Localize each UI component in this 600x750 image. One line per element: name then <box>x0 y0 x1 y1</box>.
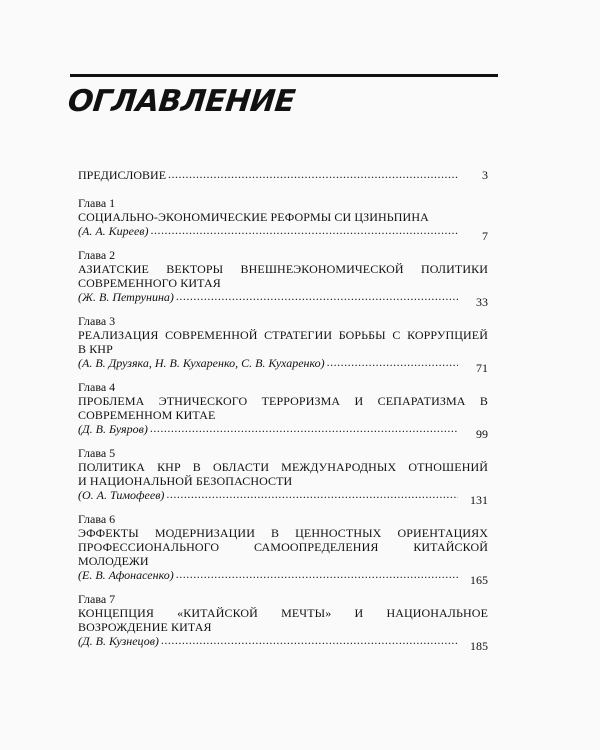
chapter-label: Глава 2 <box>78 248 116 262</box>
page-number: 165 <box>470 573 488 587</box>
table-of-contents <box>78 168 488 658</box>
chapter-title <box>78 210 488 224</box>
toc-entry-chapter-2[interactable] <box>78 248 488 309</box>
page-number: 99 <box>476 427 488 441</box>
chapter-title <box>78 460 488 488</box>
chapter-author: (Д. В. Кузнецов) <box>78 634 159 648</box>
chapter-title-line: ПОЛИТИКА КНР В ОБЛАСТИ МЕЖДУНАРОДНЫХ ОТНОШЕНИЙ <box>78 460 488 474</box>
chapter-title-line: АЗИАТСКИЕ ВЕКТОРЫ ВНЕШНЕЭКОНОМИЧЕСКОЙ ПОЛИТИКИ <box>78 262 488 276</box>
author-row <box>78 488 488 507</box>
author-row <box>78 290 488 309</box>
chapter-title-line: СОЦИАЛЬНО-ЭКОНОМИЧЕСКИЕ РЕФОРМЫ СИ ЦЗИНЬПИНА <box>78 210 429 224</box>
page-number: 3 <box>482 168 488 182</box>
chapter-label: Глава 1 <box>78 196 116 210</box>
author-row <box>78 422 488 441</box>
chapter-author: (Е. В. Афонасенко) <box>78 568 174 582</box>
chapter-author: (О. А. Тимофеев) <box>78 488 165 502</box>
page-number: 7 <box>482 229 488 243</box>
dot-leader <box>150 223 458 237</box>
dot-leader <box>176 289 458 303</box>
toc-entry-chapter-6[interactable] <box>78 512 488 587</box>
author-row <box>78 356 488 375</box>
toc-entry-chapter-3[interactable] <box>78 314 488 375</box>
chapter-title-line: И НАЦИОНАЛЬНОЙ БЕЗОПАСНОСТИ <box>78 474 293 488</box>
dot-leader <box>176 567 458 581</box>
chapter-title <box>78 394 488 422</box>
chapter-author: (Д. В. Буяров) <box>78 422 148 436</box>
chapter-label: Глава 6 <box>78 512 116 526</box>
toc-entry-chapter-4[interactable] <box>78 380 488 441</box>
chapter-title-line: КОНЦЕПЦИЯ «КИТАЙСКОЙ МЕЧТЫ» И НАЦИОНАЛЬНОЕ <box>78 606 488 620</box>
chapter-label: Глава 7 <box>78 592 116 606</box>
top-rule <box>70 74 498 77</box>
page-number: 185 <box>470 639 488 653</box>
toc-entry-chapter-5[interactable] <box>78 446 488 507</box>
page-number: 71 <box>476 361 488 375</box>
chapter-title <box>78 606 488 634</box>
author-row <box>78 224 488 243</box>
chapter-author: (Ж. В. Петрунина) <box>78 290 174 304</box>
dot-leader <box>161 633 458 647</box>
chapter-label: Глава 4 <box>78 380 116 394</box>
chapter-title-line: РЕАЛИЗАЦИЯ СОВРЕМЕННОЙ СТРАТЕГИИ БОРЬБЫ С КОРРУПЦИЕЙ <box>78 328 488 342</box>
author-row <box>78 568 488 587</box>
page-title: ОГЛАВЛЕНИЕ <box>66 84 297 119</box>
toc-entry-preface[interactable] <box>78 168 488 182</box>
chapter-title-line: ПРОФЕССИОНАЛЬНОГО САМООПРЕДЕЛЕНИЯ КИТАЙСКОЙ <box>78 540 488 554</box>
dot-leader <box>168 167 458 181</box>
toc-entry-chapter-7[interactable] <box>78 592 488 653</box>
chapter-title <box>78 262 488 290</box>
toc-entry-chapter-1[interactable] <box>78 196 488 243</box>
chapter-title-line: СОВРЕМЕННОГО КИТАЯ <box>78 276 221 290</box>
chapter-list <box>78 196 488 653</box>
author-row <box>78 634 488 653</box>
chapter-title-line: СОВРЕМЕННОМ КИТАЕ <box>78 408 216 422</box>
chapter-author: (А. А. Киреев) <box>78 224 149 238</box>
page-number: 131 <box>470 493 488 507</box>
chapter-title <box>78 526 488 568</box>
chapter-title <box>78 328 488 356</box>
chapter-title-line: ВОЗРОЖДЕНИЕ КИТАЯ <box>78 620 212 634</box>
dot-leader <box>166 487 458 501</box>
chapter-author: (А. В. Друзяка, Н. В. Кухаренко, С. В. Кухаренко) <box>78 356 325 370</box>
dot-leader <box>150 421 458 435</box>
chapter-title-line: ПРОБЛЕМА ЭТНИЧЕСКОГО ТЕРРОРИЗМА И СЕПАРАТИЗМА В <box>78 394 488 408</box>
preface-label: ПРЕДИСЛОВИЕ <box>78 168 167 182</box>
chapter-label: Глава 5 <box>78 446 116 460</box>
dot-leader <box>327 355 458 369</box>
chapter-label: Глава 3 <box>78 314 116 328</box>
chapter-title-line: ЭФФЕКТЫ МОДЕРНИЗАЦИИ В ЦЕННОСТНЫХ ОРИЕНТАЦИЯХ <box>78 526 488 540</box>
chapter-title-line: В КНР <box>78 342 113 356</box>
chapter-title-line: МОЛОДЕЖИ <box>78 554 149 568</box>
page-number: 33 <box>476 295 488 309</box>
